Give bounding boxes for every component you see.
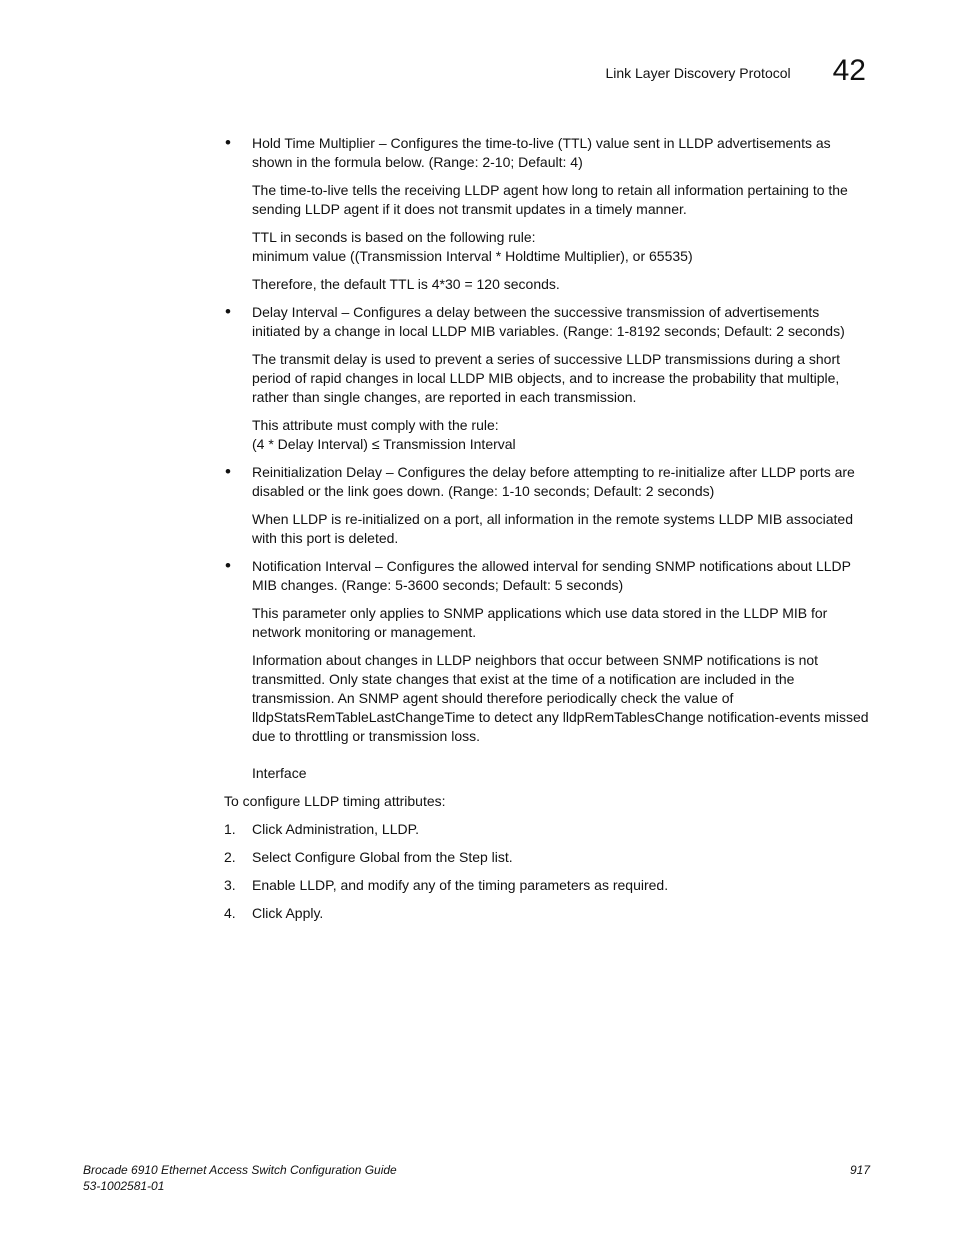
section-title: Interface [252, 765, 307, 781]
paragraph [224, 228, 870, 266]
page-footer [83, 1162, 870, 1194]
page-number: 917 [849, 1163, 870, 1177]
paragraph [224, 181, 870, 219]
step-number: 1. [224, 821, 236, 837]
bullet-delay-interval [224, 303, 870, 341]
paragraph-line: This parameter only applies to SNMP applications which use data stored in the LLDP MIB for network monitoring or management. [252, 605, 828, 640]
bullet-reinitialization-delay [224, 463, 870, 501]
paragraph-line: TTL in seconds is based on the following rule: [252, 229, 536, 245]
paragraph [224, 604, 870, 642]
footer-doc-number: 53-1002581-01 [83, 1179, 165, 1193]
section-intro: To configure LLDP timing attributes: [224, 793, 446, 809]
step-number: 4. [224, 905, 236, 921]
paragraph-line: Therefore, the default TTL is 4*30 = 120 seconds. [252, 276, 560, 292]
paragraph-line: (4 * Delay Interval) ≤ Transmission Interval [252, 436, 516, 452]
paragraph-line: minimum value ((Transmission Interval * Holdtime Multiplier), or 65535) [252, 248, 693, 264]
paragraph [224, 510, 870, 548]
bullet-term: Hold Time Multiplier [252, 135, 375, 151]
header-title: Link Layer Discovery Protocol [605, 65, 791, 81]
paragraph [224, 416, 870, 454]
paragraph [224, 350, 870, 407]
bullet-notification-interval [224, 557, 870, 595]
bullet-term: Reinitialization Delay [252, 464, 382, 480]
step-item [224, 820, 870, 839]
paragraph-line: The time-to-live tells the receiving LLDP agent how long to retain all information pertaining to the sending LLDP agent if it does not transmit updates in a timely manner. [252, 182, 848, 217]
page-header [605, 56, 866, 86]
bullet-hold-time-multiplier [224, 134, 870, 172]
step-text: Click Administration, LLDP. [252, 821, 420, 837]
paragraph-line: Information about changes in LLDP neighbors that occur between SNMP notifications is not transmitted. Only state changes that exist at the time of a notification are included in the transmission. An SNMP agent should therefore periodically check the value of lldpStatsRemTableLastChangeTime to detect any lldpRemTablesChange notification-events missed due to throttling or transmission loss. [252, 652, 869, 744]
step-number: 3. [224, 877, 236, 893]
step-item [224, 904, 870, 923]
step-item [224, 848, 870, 867]
step-item [224, 876, 870, 895]
paragraph-line: This attribute must comply with the rule: [252, 417, 499, 433]
paragraph-line: The transmit delay is used to prevent a series of successive LLDP transmissions during a short period of rapid changes in local LLDP MIB objects, and to increase the probability that multiple, rather than single changes, are reported in each transmission. [252, 351, 841, 405]
chapter-number: 42 [832, 54, 866, 87]
bullet-text: – Configures the allowed interval for sending SNMP notifications about LLDP MIB changes. (Range: 5-3600 seconds; Default: 5 seconds) [252, 558, 851, 593]
bullet-text: – Configures the delay before attempting to re-initialize after LLDP ports are disabled or the link goes down. (Range: 1-10 seconds; Default: 2 seconds) [252, 464, 855, 499]
bullet-term: Delay Interval [252, 304, 338, 320]
bullet-term: Notification Interval [252, 558, 372, 574]
step-number: 2. [224, 849, 236, 865]
paragraph-line: When LLDP is re-initialized on a port, all information in the remote systems LLDP MIB associated with this port is deleted. [252, 511, 853, 546]
step-text: Click Apply. [252, 905, 324, 921]
paragraph [224, 651, 870, 746]
bullet-text: – Configures the time-to-live (TTL) value sent in LLDP advertisements as shown in the formula below. (Range: 2-10; Default: 4) [252, 135, 831, 170]
main-content [224, 134, 870, 932]
step-text: Enable LLDP, and modify any of the timing parameters as required. [252, 877, 669, 893]
paragraph [224, 275, 870, 294]
footer-guide-title: Brocade 6910 Ethernet Access Switch Configuration Guide [83, 1163, 397, 1177]
step-text: Select Configure Global from the Step list. [252, 849, 513, 865]
bullet-text: – Configures a delay between the successive transmission of advertisements initiated by a change in local LLDP MIB variables. (Range: 1-8192 seconds; Default: 2 seconds) [252, 304, 845, 339]
